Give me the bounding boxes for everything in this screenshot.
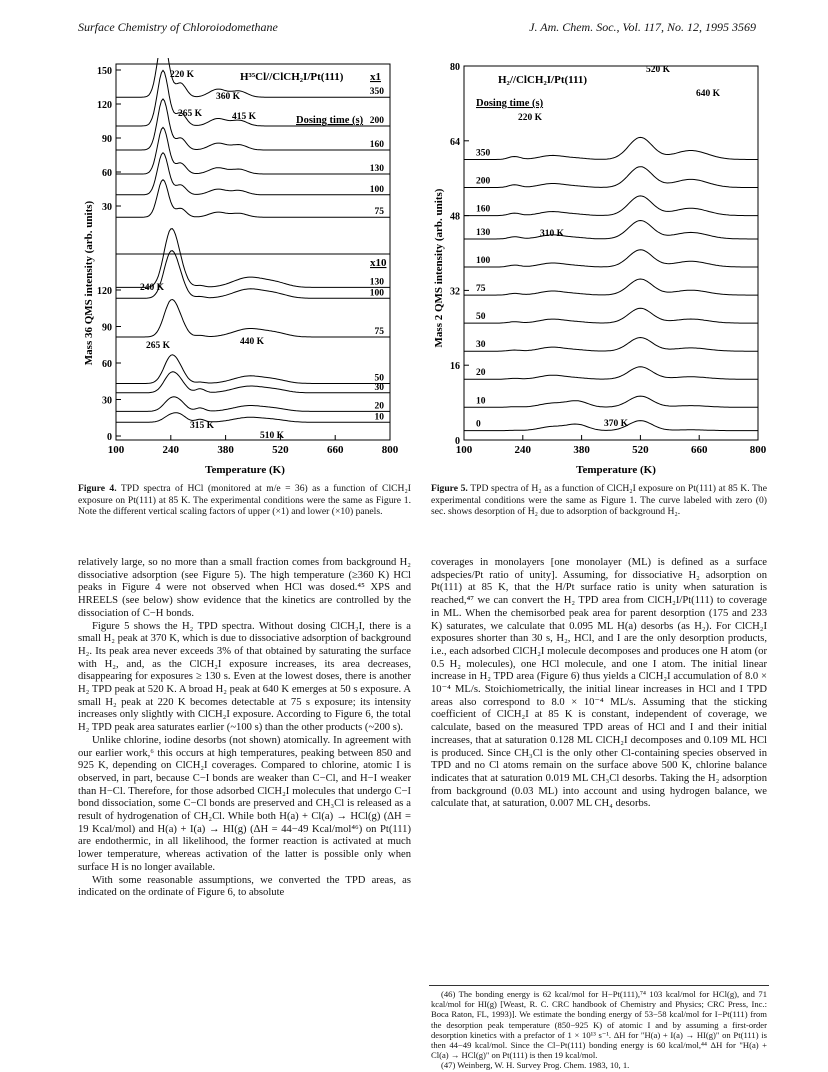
series-line	[464, 167, 758, 188]
series-label: 350	[369, 87, 384, 98]
figure-5-caption	[431, 483, 767, 518]
fig5-xlabel: Temperature (K)	[576, 464, 656, 476]
series-line	[116, 127, 390, 174]
paragraph: relatively large, so no more than a small fraction comes from background H₂ dissociative adsorption (see Figure 5). The high temperature (≥360 K) HCl peaks in Figure 4 were not observed when HCl was dosed.⁴⁵ XPS and HREELS (see below) show evidence that the kinetics are controlled by the dissociation of C−H bonds.	[78, 557, 411, 619]
running-header-right: J. Am. Chem. Soc., Vol. 117, No. 12, 1995 3569	[529, 20, 756, 34]
series-line	[116, 372, 390, 393]
fig4-xlabel: Temperature (K)	[205, 464, 285, 476]
fig4-caption-label: Figure 4.	[78, 483, 117, 494]
series-label: 75	[374, 327, 384, 337]
y-tick-label: 16	[450, 361, 460, 373]
x-tick-label: 240	[514, 444, 532, 456]
y-tick-label: 120	[97, 286, 112, 297]
series-label: 20	[476, 368, 486, 379]
y-tick-label: 60	[102, 359, 112, 370]
series-label: 75	[476, 284, 486, 295]
peak-annotation: 415 K	[232, 112, 257, 122]
figure-4-chart	[70, 58, 410, 478]
x-tick-label: 520	[272, 444, 289, 456]
x-tick-label: 660	[326, 444, 344, 456]
series-line	[116, 355, 390, 384]
paragraph: coverages in monolayers [one monolayer (ML) is defined as a surface adspecies/Pt ratio of unity]. Assuming, for dissociative H₂ adsorption on Pt(111) at 85 K, that the H/Pt surface ratio is unity when saturation is reached,⁴⁷ we can convert the H₂ TPD area from ClCH₂I/Pt(111) to coverage in ML. When the chemisorbed peak area for parent desorption (175 and 233 K) saturates, we calculate that 0.095 ML H(a) desorbs (as H₂). For ClCH₂I exposures shorter than 30 s, H₂, HCl, and I are the only desorption products, i.e., each adsorbed ClCH₂I molecule decomposes and produces one H atom (or 0.5 H₂ molecules), one HCl molecule, and one I atom. The initial linear increase in H₂ TPD area (Figure 6) thus yields a ClCH₂I accumulation of 8.0 × 10⁻⁴ ML/s. Stoichiometrically, the initial linear increases in HCl and I TPD areas also correspond to 8.0 × 10⁻⁴ ML/s. Assuming that the sticking coefficient of ClCH₂I at 85 K is constant, independent of coverage, we calculate, based on the measured TPD areas of HCl and I and their initial increases, that at saturation 0.128 ML ClCH₂I decomposes and 0.109 ML HCl is produced. Since CH₃Cl is the only other Cl-containing species observed in TPD and no Cl atoms remain on the surface above 500 K, chlorine balance indicates that at saturation 0.019 ML CH₃Cl desorbs. Taking the H₂ adsorption from background (0.03 ML) into account and using hydrogen balance, we calculate that, at saturation, 0.007 ML CH₄ desorbs.	[431, 557, 767, 810]
y-tick-label: 90	[102, 134, 112, 145]
fig5-ylabel: Mass 2 QMS intensity (arb. units)	[433, 188, 445, 348]
y-tick-label: 0	[107, 432, 112, 443]
series-label: 100	[369, 288, 384, 299]
fig4-legend-title: Dosing time (s)	[296, 115, 364, 126]
x-tick-label: 520	[632, 444, 649, 456]
fig4-upper-scale: x1	[370, 71, 381, 83]
peak-annotation: 360 K	[216, 92, 241, 102]
series-label: 130	[369, 277, 384, 288]
series-line	[464, 396, 758, 407]
fig4-title: H³⁵Cl//ClCH₂I/Pt(111)	[240, 71, 344, 83]
y-tick-label: 30	[102, 202, 112, 213]
x-tick-label: 240	[162, 444, 180, 456]
body-text-right	[431, 557, 767, 811]
x-tick-label: 100	[455, 444, 473, 456]
peak-annotation: 265 K	[178, 109, 203, 119]
series-label: 30	[476, 340, 486, 351]
x-tick-label: 100	[107, 444, 125, 456]
series-label: 0	[476, 419, 481, 430]
y-tick-label: 150	[97, 66, 112, 77]
x-tick-label: 380	[573, 444, 590, 456]
peak-annotation: 220 K	[170, 70, 195, 80]
figure-5-chart	[428, 58, 778, 478]
peak-annotation: 370 K	[604, 419, 629, 429]
series-label: 10	[476, 396, 486, 407]
y-tick-label: 60	[102, 168, 112, 179]
series-label: 160	[476, 204, 491, 215]
series-line	[464, 221, 758, 240]
running-header-left: Surface Chemistry of Chloroiodomethane	[78, 20, 278, 34]
peak-annotation: 440 K	[240, 337, 265, 347]
y-tick-label: 80	[450, 62, 460, 73]
fig5-caption-text: TPD spectra of H₂ as a function of ClCH₂I exposure on Pt(111) at 85 K. The experimental conditions were the same as Figure 1. The curve labeled with zero (0) sec. shows desorption of H₂ due to adsorption of background H₂.	[431, 483, 767, 518]
footnote-47: (47) Weinberg, W. H. Survey Prog. Chem. 1983, 10, 1.	[441, 1060, 630, 1071]
series-label: 200	[369, 116, 384, 126]
peak-annotation: 240 K	[140, 283, 165, 293]
paragraph: Unlike chlorine, iodine desorbs (not shown) atomically. In agreement with our earlier work,⁶ this occurs at high temperatures, peaking between 850 and 925 K, depending on ClCH₂I coverages. Compared to chlorine, atomic I is observed, in part, because C−I bonds are weaker than C−Cl, and H−I weaker than H−Cl. Therefore, for those adsorbed ClCH₂I molecules that undergo C−I bond dissociation, some C−Cl bonds are preserved and CH₃Cl is released as a result of hydrogenation of CH₂Cl. While both H(a) + Cl(a) → HCl(g) (ΔH = 19 Kcal/mol) and H(a) + I(a) → HI(g) (ΔH = 44−49 Kcal/mol⁴⁶) on Pt(111) are endothermic, in all likelihood, the former reaction is activated at much lower temperature, whereas activation of the latter is possible only when surface H is no longer available.	[78, 734, 411, 873]
x-tick-label: 800	[381, 444, 399, 456]
peak-annotation: 640 K	[696, 89, 721, 99]
y-tick-label: 30	[102, 395, 112, 407]
x-tick-label: 660	[690, 444, 708, 456]
paragraph: With some reasonable assumptions, we converted the TPD areas, as indicated on the ordinate of Figure 6, to absolute	[78, 874, 411, 899]
peak-annotation: 310 K	[540, 229, 565, 239]
series-label: 350	[476, 148, 491, 159]
body-text-left	[78, 557, 411, 900]
series-label: 10	[374, 412, 384, 423]
series-label: 200	[476, 176, 491, 187]
peak-annotation: 265 K	[146, 341, 171, 351]
figure-4-caption	[78, 483, 411, 518]
series-label: 130	[476, 227, 491, 238]
x-tick-label: 800	[749, 444, 767, 456]
series-label: 30	[374, 382, 384, 393]
peak-annotation: 315 K	[190, 421, 215, 431]
y-tick-label: 90	[102, 322, 112, 334]
y-tick-label: 32	[450, 286, 460, 298]
series-line	[464, 367, 758, 379]
series-line	[116, 180, 390, 218]
fig5-caption-label: Figure 5.	[431, 483, 468, 494]
series-line	[116, 300, 390, 338]
series-line	[464, 308, 758, 323]
y-tick-label: 120	[97, 100, 112, 111]
plot-frame	[464, 66, 758, 440]
footnotes	[431, 989, 767, 1071]
footnote-rule	[429, 985, 769, 986]
series-label: 100	[369, 184, 384, 195]
series-label: 20	[374, 401, 384, 412]
y-tick-label: 48	[450, 211, 460, 223]
series-label: 50	[374, 373, 384, 384]
fig5-legend-title: Dosing time (s)	[476, 98, 544, 109]
series-line	[116, 229, 390, 288]
series-label: 130	[369, 164, 384, 174]
series-line	[464, 279, 758, 295]
fig4-lower-scale: x10	[370, 257, 387, 269]
series-line	[464, 137, 758, 159]
series-line	[116, 413, 390, 423]
series-line	[464, 196, 758, 216]
fig5-title: H₂//ClCH₂I/Pt(111)	[498, 74, 588, 86]
series-line	[464, 338, 758, 352]
peak-annotation: 220 K	[518, 113, 543, 123]
series-label: 100	[476, 256, 491, 267]
y-tick-label: 64	[450, 136, 460, 148]
series-label: 50	[476, 312, 486, 323]
footnote-46: (46) The bonding energy is 62 kcal/mol for H−Pt(111),⁷⁴ 103 kcal/mol for HCl(g), and 71 kcal/mol for HI(g) [Weast, R. C. CRC handbook of Chemistry and Physics; CRC Press, Inc.: Boca Raton, FL, 1993)]. We estimate the bonding energy of 53−58 kcal/mol for I−Pt(111) from the desorption peak temperature (850−925 K) of atomic I and by assuming a first-order desorption kinetics with a prefactor of 1 × 10¹³ s⁻¹. ΔH for "H(a) + I(a) → HI(g)" on Pt(111) is then 44−49 kcal/mol. Since the Cl−Pt(111) bonding energy is 60 kcal/mol,⁴⁴ ΔH for "H(a) + Cl(a) → HCl(g)" on Pt(111) is then 19 kcal/mol.	[431, 989, 767, 1061]
series-label: 160	[369, 140, 384, 150]
series-line	[116, 397, 390, 412]
fig4-caption-text: TPD spectra of HCl (monitored at m/e = 36) as a function of ClCH₂I exposure on Pt(111) at 85 K. The experimental conditions were the same as Figure 1. Note the different vertical scaling factors of upper (×1) and lower (×10) panels.	[78, 483, 411, 518]
peak-annotation: 520 K	[646, 65, 671, 75]
series-label: 75	[374, 207, 384, 218]
paragraph: Figure 5 shows the H₂ TPD spectra. Without dosing ClCH₂I, there is a small H₂ peak at 370 K, which is due to dissociative adsorption of background H₂. Its peak area never exceeds 3% of that obtained by saturating the surface with H₂, and, as the ClCH₂I exposure increases, its area decreases, disappearing for exposures ≥ 130 s. Even at the lowest doses, there is another H₂ TPD peak at 520 K. A broad H₂ peak at 640 K emerges at 50 s exposure. A small H₂ peak at 220 K becomes detectable at 75 s exposure; its intensity increases only slightly with ClCH₂I exposure. According to Figure 6, the total H₂ TPD peak area saturates earlier (~100 s) than the other products (~200 s).	[78, 620, 411, 734]
series-line	[464, 250, 758, 267]
fig4-ylabel: Mass 36 QMS intensity (arb. units)	[83, 200, 95, 366]
y-tick-label: 0	[455, 436, 460, 447]
peak-annotation: 510 K	[260, 431, 285, 441]
x-tick-label: 380	[217, 444, 234, 456]
